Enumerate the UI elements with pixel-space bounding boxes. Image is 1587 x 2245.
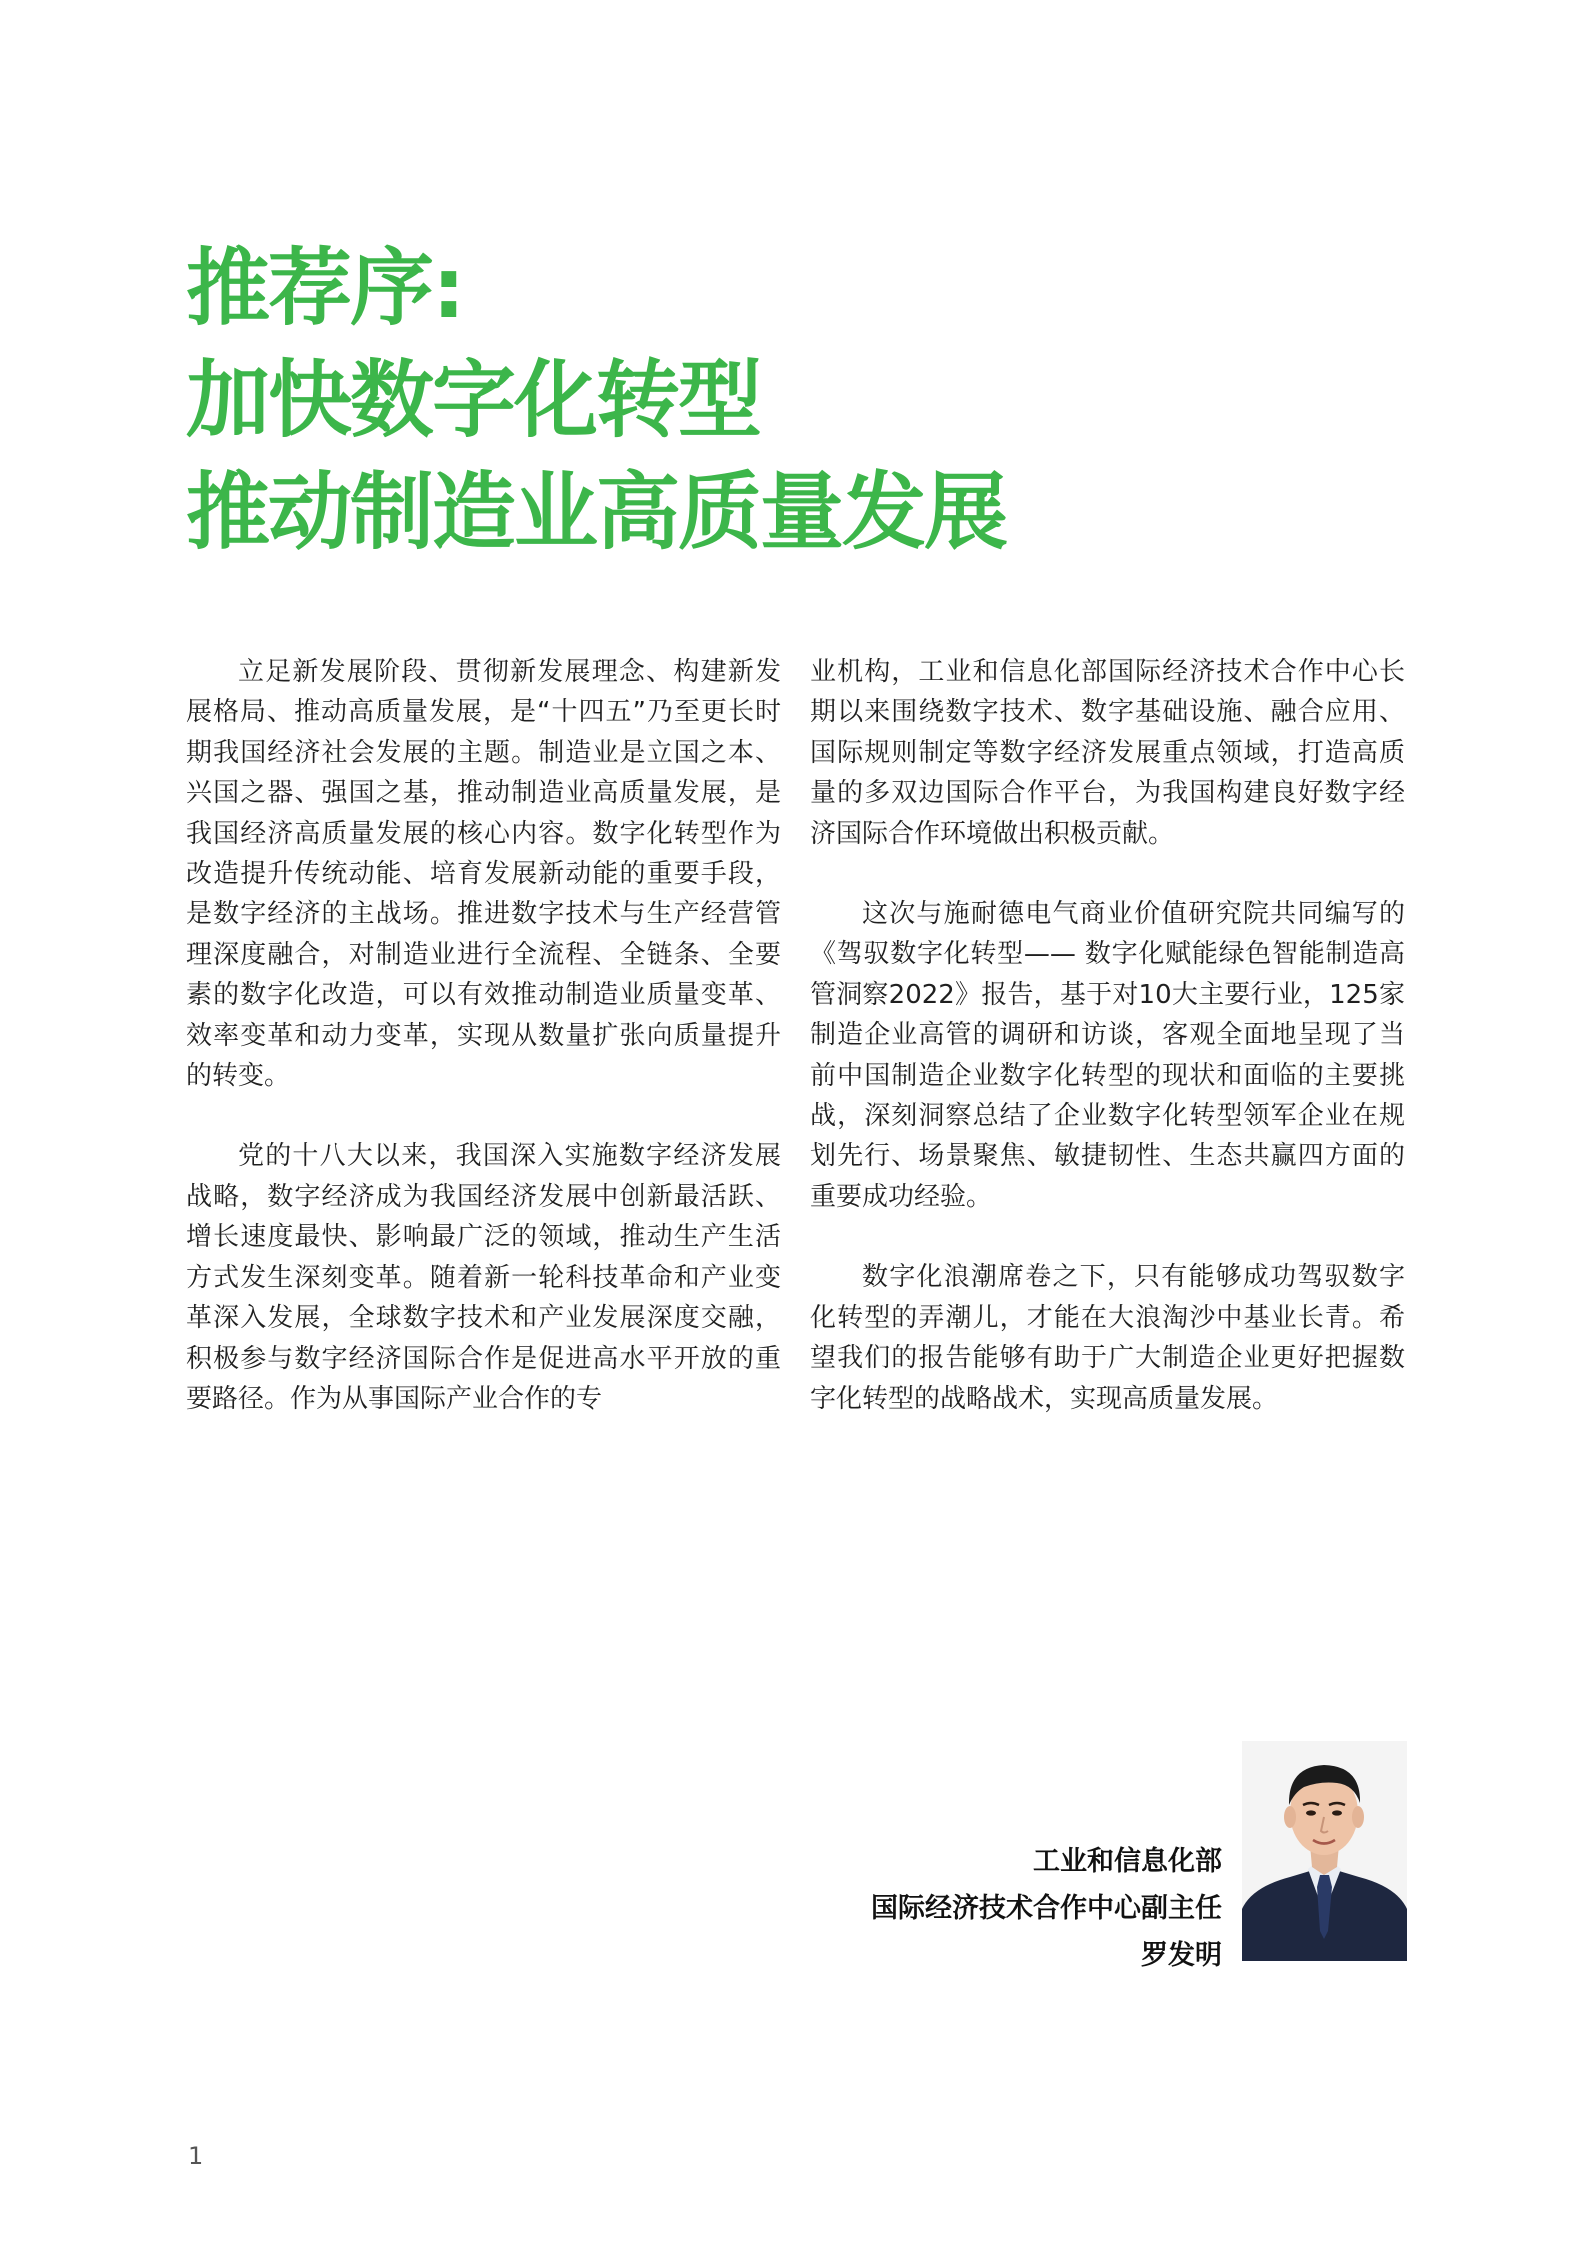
paragraph-2: 党的十八大以来，我国深入实施数字经济发展战略，数字经济成为我国经济发展中创新最活跃、增长速度最快、影响最广泛的领域，推动生产生活方式发生深刻变革。随着新一轮科技革命和产业变革深入发展，全球数字技术和产业发展深度交融，积极参与数字经济国际合作是促进高水平开放的重要路径。作为从事国际产业合作的专 <box>186 1141 781 1414</box>
author-portrait <box>1242 1741 1407 1961</box>
title-line-3: 推动制造业高质量发展 <box>186 463 1007 561</box>
signature-organization: 工业和信息化部 <box>1033 1846 1222 1877</box>
signature-block <box>871 1838 1222 1979</box>
left-column <box>186 652 781 1459</box>
right-column <box>810 652 1405 1459</box>
paragraph-1: 立足新发展阶段、贯彻新发展理念、构建新发展格局、推动高质量发展，是“十四五”乃至更长时期我国经济社会发展的主题。制造业是立国之本、兴国之器、强国之基，推动制造业高质量发展，是我国经济高质量发展的核心内容。数字化转型作为改造提升传统动能、培育发展新动能的重要手段，是数字经济的主战场。推进数字技术与生产经营管理深度融合，对制造业进行全流程、全链条、全要素的数字化改造，可以有效推动制造业质量变革、效率变革和动力变革，实现从数量扩张向质量提升的转变。 <box>186 657 781 1092</box>
title-line-2: 加快数字化转型 <box>186 351 761 449</box>
signature-position: 国际经济技术合作中心副主任 <box>871 1893 1222 1924</box>
signature-name: 罗发明 <box>1141 1940 1222 1971</box>
portrait-illustration <box>1242 1741 1407 1961</box>
paragraph-4: 数字化浪潮席卷之下，只有能够成功驾驭数字化转型的弄潮儿，才能在大浪淘沙中基业长青。希望我们的报告能够有助于广大制造企业更好把握数字化转型的战略战术，实现高质量发展。 <box>810 1262 1405 1414</box>
page-number: 1 <box>188 2142 204 2170</box>
paragraph-3: 这次与施耐德电气商业价值研究院共同编写的《驾驭数字化转型—— 数字化赋能绿色智能制造高管洞察2022》报告，基于对10大主要行业，125家制造企业高管的调研和访谈，客观全面地呈现了当前中国制造企业数字化转型的现状和面临的主要挑战，深刻洞察总结了企业数字化转型领军企业在规划先行、场景聚焦、敏捷韧性、生态共赢四方面的重要成功经验。 <box>810 899 1405 1212</box>
title-line-1: 推荐序: <box>186 239 464 337</box>
page-title <box>186 232 1006 568</box>
paragraph-2-continued: 业机构，工业和信息化部国际经济技术合作中心长期以来围绕数字技术、数字基础设施、融合应用、国际规则制定等数字经济发展重点领域，打造高质量的多双边国际合作平台，为我国构建良好数字经济国际合作环境做出积极贡献。 <box>810 657 1405 849</box>
